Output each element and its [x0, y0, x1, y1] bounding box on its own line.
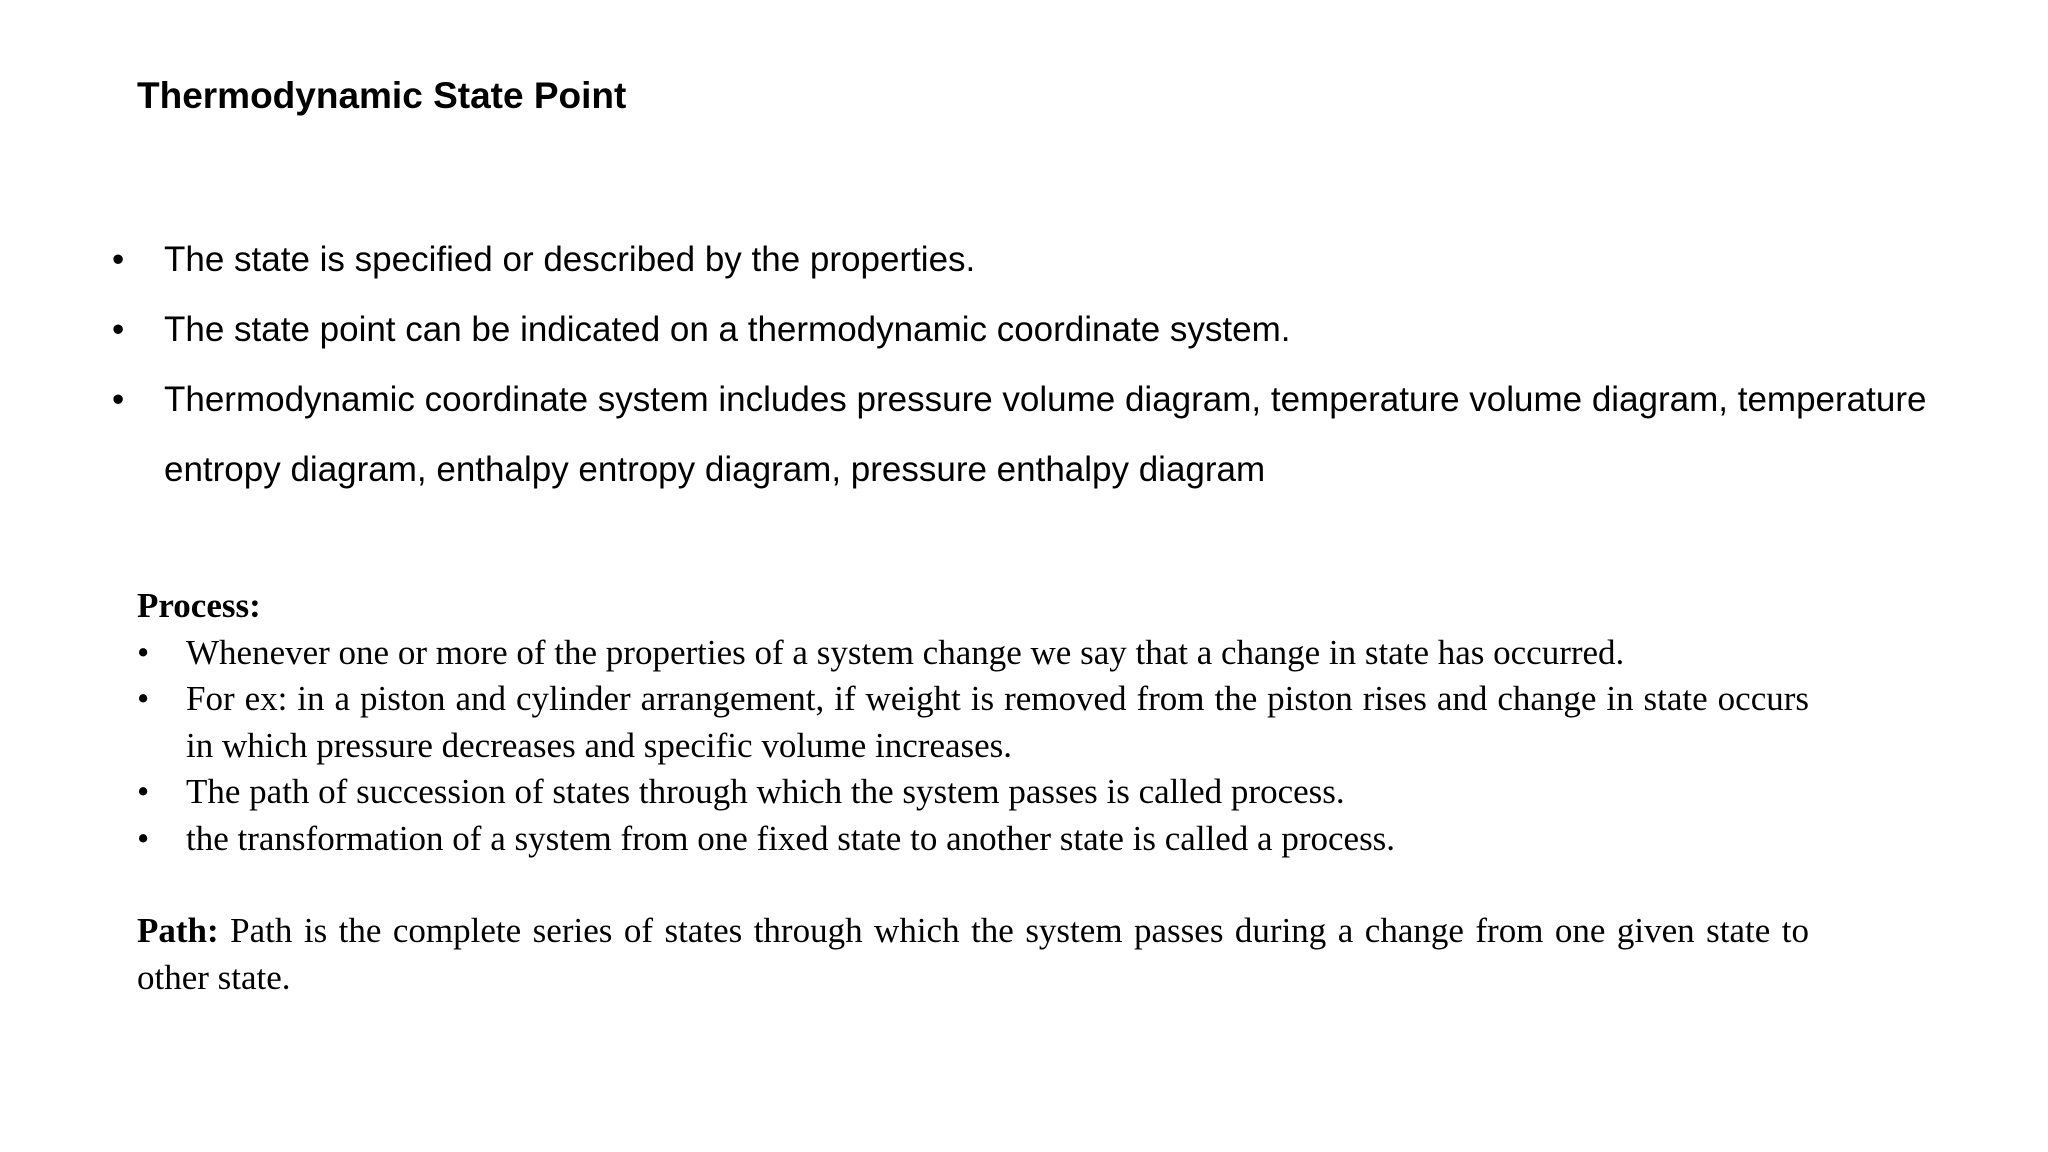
bullet: •: [137, 632, 150, 672]
list-item: [112, 295, 2012, 365]
list-item-text: Thermodynamic coordinate system includes pressure volume diagram, temperature volume diagram, temperature entropy diagram, enthalpy entropy diagram, pressure enthalpy diagram: [164, 380, 1927, 489]
path-label: Path:: [137, 911, 219, 950]
process-list: [137, 630, 1809, 863]
bullet: •: [112, 310, 125, 349]
bullet: •: [137, 818, 150, 858]
bullet: •: [137, 679, 150, 718]
list-item-text: For ex: in a piston and cylinder arrangement, if weight is removed from the piston rises and change in state occurs in which pressure decreases and specific volume increases.: [186, 679, 1809, 765]
list-item-text: The path of succession of states through which the system passes is called process.: [186, 772, 1345, 811]
list-item: [137, 630, 1809, 677]
list-item: [137, 769, 1809, 816]
list-item: [137, 816, 1809, 863]
path-definition: [137, 908, 1809, 1001]
bullet: •: [137, 772, 150, 811]
list-item: [112, 365, 2012, 505]
bullet: •: [112, 380, 125, 419]
process-section: [137, 583, 1809, 1001]
list-item: [112, 225, 2012, 295]
list-item: [137, 676, 1809, 769]
path-text: Path is the complete series of states through which the system passes during a change from one given state to other state.: [137, 911, 1809, 997]
bullet: •: [112, 240, 125, 279]
process-heading: Process:: [137, 586, 261, 625]
list-item-text: The state point can be indicated on a thermodynamic coordinate system.: [164, 310, 1291, 349]
list-item-text: Whenever one or more of the properties of a system change we say that a change in state has occurred.: [186, 632, 1625, 672]
list-item-text: The state is specified or described by the properties.: [164, 240, 976, 279]
state-point-list: [112, 225, 2012, 505]
slide-title: Thermodynamic State Point: [137, 75, 627, 116]
list-item-text: the transformation of a system from one fixed state to another state is called a process.: [186, 818, 1396, 858]
